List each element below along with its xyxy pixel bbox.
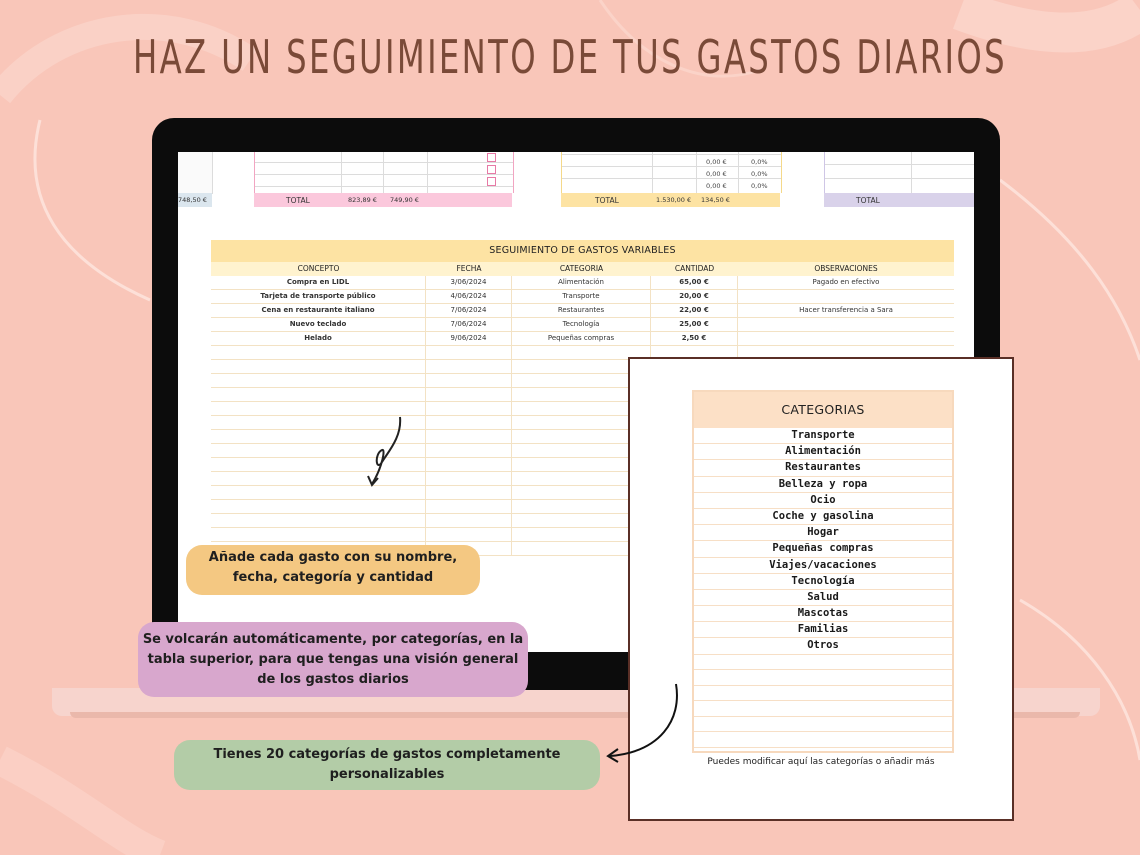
cell-fecha[interactable] <box>426 402 512 415</box>
cell-concepto[interactable]: Tarjeta de transporte público <box>211 290 426 303</box>
cell-fecha[interactable]: 7/06/2024 <box>426 318 512 331</box>
category-item[interactable]: Ocio <box>694 493 952 509</box>
cell-fecha[interactable] <box>426 416 512 429</box>
category-item[interactable] <box>694 701 952 717</box>
header-observaciones: OBSERVACIONES <box>814 264 878 273</box>
table-row[interactable] <box>211 318 954 332</box>
category-item[interactable]: Salud <box>694 590 952 606</box>
cell-pct: 0,0% <box>751 182 768 190</box>
category-item[interactable]: Mascotas <box>694 606 952 622</box>
cell-fecha[interactable]: 9/06/2024 <box>426 332 512 345</box>
cell-cantidad[interactable]: 20,00 € <box>651 290 738 303</box>
cell-fecha[interactable]: 7/06/2024 <box>426 304 512 317</box>
cell-concepto[interactable]: Helado <box>211 332 426 345</box>
cell-fecha[interactable] <box>426 444 512 457</box>
cell-concepto[interactable] <box>211 388 426 401</box>
callout-auto-dump: Se volcarán automáticamente, por categorías, en la tabla superior, para que tengas una visión general de los gastos diarios <box>138 622 528 697</box>
category-item[interactable] <box>694 686 952 702</box>
total-value: 823,89 € <box>348 196 377 204</box>
cell-fecha[interactable] <box>426 514 512 527</box>
table-row[interactable] <box>211 276 954 290</box>
category-item[interactable]: Transporte <box>694 428 952 444</box>
total-value: 134,50 € <box>701 196 730 204</box>
categories-rows <box>694 428 952 748</box>
pink-total-bar <box>254 193 512 207</box>
cell-categoria[interactable]: Restaurantes <box>512 304 651 317</box>
category-item[interactable]: Belleza y ropa <box>694 477 952 493</box>
left-table-partial: 748,50 € <box>178 193 212 207</box>
table-header-row <box>211 262 954 276</box>
table-title: SEGUIMIENTO DE GASTOS VARIABLES <box>211 240 954 262</box>
cell-concepto[interactable] <box>211 500 426 513</box>
cell-concepto[interactable] <box>211 346 426 359</box>
cell-concepto[interactable] <box>211 374 426 387</box>
total-label: TOTAL <box>856 195 880 205</box>
cell-fecha[interactable] <box>426 374 512 387</box>
cell-observaciones[interactable]: Hacer transferencia a Sara <box>799 306 893 314</box>
cell-fecha[interactable] <box>426 458 512 471</box>
category-item[interactable]: Viajes/vacaciones <box>694 558 952 574</box>
total-label: TOTAL <box>286 195 310 205</box>
checkbox[interactable] <box>487 165 496 174</box>
hand-drawn-arrow-icon <box>358 412 408 492</box>
checkbox[interactable] <box>487 153 496 162</box>
cell-concepto[interactable] <box>211 360 426 373</box>
yellow-total-bar <box>561 193 780 207</box>
cell-cantidad[interactable]: 25,00 € <box>651 318 738 331</box>
total-label: TOTAL <box>595 195 619 205</box>
cell-categoria[interactable]: Tecnología <box>512 318 651 331</box>
category-item[interactable]: Hogar <box>694 525 952 541</box>
cell-concepto[interactable]: Cena en restaurante italiano <box>211 304 426 317</box>
purple-total-bar <box>824 193 974 207</box>
cell-observaciones[interactable] <box>738 318 954 331</box>
callout-add-expense: Añade cada gasto con su nombre, fecha, categoría y cantidad <box>186 545 480 595</box>
table-row[interactable] <box>211 304 954 318</box>
cell-fecha[interactable] <box>426 430 512 443</box>
category-item[interactable]: Restaurantes <box>694 460 952 476</box>
pink-table-grid <box>254 152 514 193</box>
cell-amount: 0,00 € <box>706 170 727 178</box>
category-item[interactable]: Otros <box>694 638 952 654</box>
cell-categoria[interactable]: Alimentación <box>512 276 651 289</box>
header-concepto: CONCEPTO <box>297 264 340 273</box>
cell-fecha[interactable] <box>426 388 512 401</box>
cell-fecha[interactable] <box>426 346 512 359</box>
checkbox[interactable] <box>487 177 496 186</box>
header-cantidad: CANTIDAD <box>674 264 715 273</box>
category-item[interactable]: Pequeñas compras <box>694 541 952 557</box>
category-item[interactable] <box>694 670 952 686</box>
total-value: 749,90 € <box>390 196 419 204</box>
cell-observaciones[interactable] <box>738 332 954 345</box>
cell-observaciones[interactable]: Pagado en efectivo <box>812 278 880 286</box>
page-headline: HAZ UN SEGUIMIENTO DE TUS GASTOS DIARIOS <box>133 30 1007 84</box>
purple-table-grid <box>824 152 974 193</box>
cell-cantidad[interactable]: 65,00 € <box>651 276 738 289</box>
cell-fecha[interactable] <box>426 360 512 373</box>
categories-note: Puedes modificar aquí las categorías o añadir más <box>707 757 935 767</box>
cell-fecha[interactable] <box>426 500 512 513</box>
cell-amount: 0,00 € <box>706 182 727 190</box>
cell-concepto[interactable] <box>211 514 426 527</box>
curved-arrow-icon <box>600 680 690 770</box>
category-item[interactable]: Alimentación <box>694 444 952 460</box>
cell-amount: 0,00 € <box>706 158 727 166</box>
cell-fecha[interactable] <box>426 472 512 485</box>
cell-cantidad[interactable]: 2,50 € <box>651 332 738 345</box>
category-item[interactable]: Familias <box>694 622 952 638</box>
cell-fecha[interactable] <box>426 528 512 541</box>
cell-categoria[interactable]: Transporte <box>512 290 651 303</box>
header-fecha: FECHA <box>456 264 482 273</box>
cell-observaciones[interactable] <box>738 290 954 303</box>
category-item[interactable] <box>694 717 952 733</box>
cell-concepto[interactable]: Nuevo teclado <box>211 318 426 331</box>
cell-fecha[interactable] <box>426 486 512 499</box>
cell-fecha[interactable]: 3/06/2024 <box>426 276 512 289</box>
category-item[interactable]: Tecnología <box>694 574 952 590</box>
table-row[interactable] <box>211 290 954 304</box>
categories-title: CATEGORIAS <box>694 392 952 428</box>
cell-pct: 0,0% <box>751 158 768 166</box>
cell-fecha[interactable]: 4/06/2024 <box>426 290 512 303</box>
category-item[interactable]: Coche y gasolina <box>694 509 952 525</box>
category-item[interactable] <box>694 655 952 671</box>
table-row[interactable] <box>211 332 954 346</box>
cell-concepto[interactable]: Compra en LIDL <box>211 276 426 289</box>
header-categoria: CATEGORIA <box>559 264 604 273</box>
yellow-table-grid <box>561 152 782 193</box>
cell-concepto[interactable] <box>211 528 426 541</box>
callout-categories-count: Tienes 20 categorías de gastos completamente personalizables <box>174 740 600 790</box>
cell-categoria[interactable]: Pequeñas compras <box>512 332 651 345</box>
cell-pct: 0,0% <box>751 170 768 178</box>
category-item[interactable] <box>694 732 952 748</box>
total-value: 1.530,00 € <box>656 196 692 204</box>
categories-list <box>692 390 954 753</box>
cell-cantidad[interactable]: 22,00 € <box>651 304 738 317</box>
